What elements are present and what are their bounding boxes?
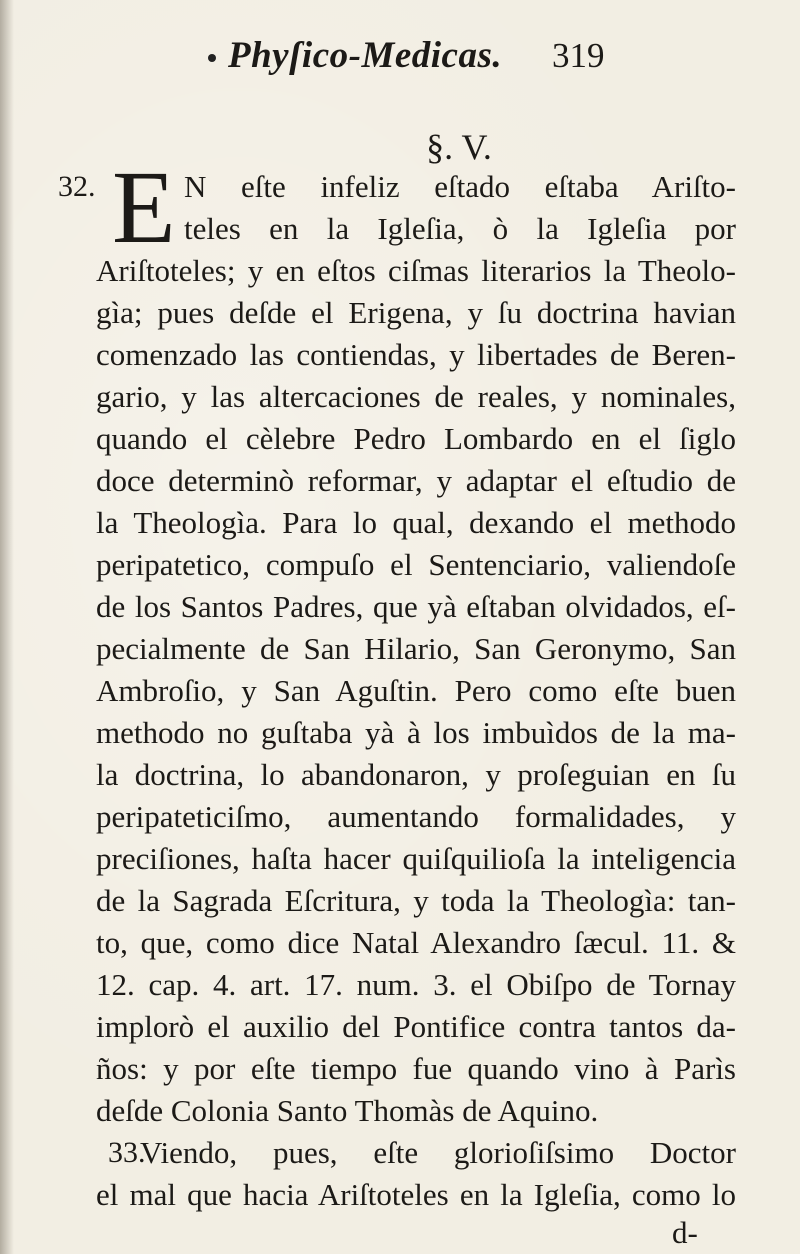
drop-cap: E [112,150,176,265]
text-line: la doctrina, lo abandonaron, y proſeguian en ſu [96,757,736,792]
text-line: Ambroſio, y San Aguſtin. Pero como eſte buen [96,673,736,708]
text-line: doce determinò reformar, y adaptar el eſtudio de [96,463,736,498]
page-header [0,34,800,84]
running-head: Phyſico-Medicas. [228,35,503,76]
text-line: el mal que hacia Ariſtoteles en la Igleſia, como lo [96,1177,736,1212]
text-line: Viendo, pues, eſte glorioſiſsimo Doctor [140,1135,736,1170]
catchword: d- [672,1215,698,1250]
text-line: peripateticiſmo, aumentando formalidades, y [96,799,736,834]
text-line: deſde Colonia Santo Thomàs de Aquino. [96,1093,599,1128]
text-line: implorò el auxilio del Pontifice contra tantos da- [96,1009,736,1044]
text-line: preciſiones, haſta hacer quiſquilioſa la inteligencia [96,841,736,876]
text-line: pecialmente de San Hilario, San Geronymo, San [96,631,736,666]
text-line: gario, y las altercaciones de reales, y nominales, [96,379,736,414]
text-line: de los Santos Padres, que yà eſtaban olvidados, eſ- [96,589,736,624]
text-line: quando el cèlebre Pedro Lombardo en el ſiglo [96,421,736,456]
ink-dot [208,54,216,62]
text-line: 12. cap. 4. art. 17. num. 3. el Obiſpo de Tornay [96,967,736,1002]
text-line: to, que, como dice Natal Alexandro ſæcul. 11. & [96,925,736,960]
text-line: Ariſtoteles; y en eſtos ciſmas literarios la Theolo- [96,253,736,288]
text-line: de la Sagrada Eſcritura, y toda la Theologìa: tan- [96,883,736,918]
text-line: methodo no guſtaba yà à los imbuìdos de la ma- [96,715,736,750]
section-label: §. V. [426,127,492,167]
text-line: teles en la Igleſia, ò la Igleſia por [184,211,736,246]
text-line: comenzado las contiendas, y libertades de Beren- [96,337,736,372]
paragraph-number: 32. [58,170,96,203]
text-line: N eſte infeliz eſtado eſtaba Ariſto- [184,169,736,204]
text-line: ños: y por eſte tiempo fue quando vino à Parìs [96,1051,736,1086]
text-line: gìa; pues deſde el Erigena, y ſu doctrina havian [96,295,736,330]
page-number: 319 [552,36,605,75]
text-line: peripatetico, compuſo el Sentenciario, valiendoſe [96,547,736,582]
text-line: la Theologìa. Para lo qual, dexando el methodo [96,505,736,540]
paragraph-number: 33. [108,1136,146,1169]
gutter-shadow [0,0,14,1254]
